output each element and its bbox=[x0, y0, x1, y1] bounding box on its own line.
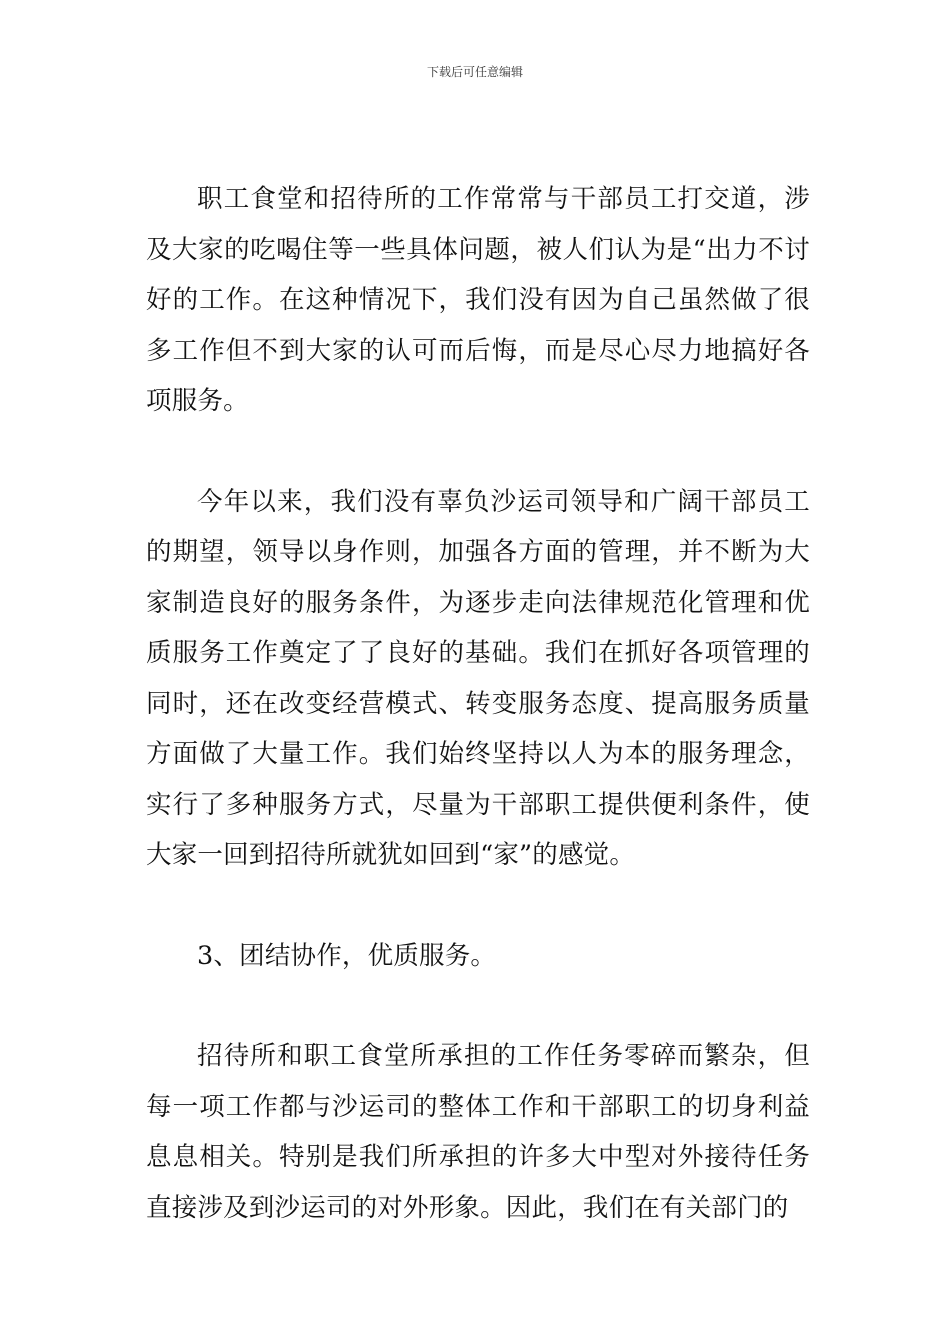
page-header: 下载后可任意编辑 bbox=[426, 65, 523, 79]
paragraph-1: 职工食堂和招待所的工作常常与干部员工打交道，涉及大家的吃喝住等一些具体问题，被人们认为是“出力不讨好的工作。在这种情况下，我们没有因为自己虽然做了很多工作但不到大家的认可而后悔，而是尽心尽力地搞好各项服务。 bbox=[146, 184, 810, 416]
paragraph-2: 今年以来，我们没有辜负沙运司领导和广阔干部员工的期望，领导以身作则，加强各方面的管理，并不断为大家制造良好的服务条件，为逐步走向法律规范化管理和优质服务工作奠定了了良好的基础。我们在抓好各项管理的同时，还在改变经营模式、转变服务态度、提高服务质量方面做了大量工作。我们始终坚持以人为本的服务理念，实行了多种服务方式，尽量为干部职工提供便利条件，使大家一回到招待所就犹如回到“家”的感觉。 bbox=[146, 486, 810, 870]
document-body bbox=[146, 174, 810, 1233]
paragraph-3-section-heading: 3、团结协作，优质服务。 bbox=[197, 940, 497, 971]
paragraph-4: 招待所和职工食堂所承担的工作任务零碎而繁杂，但每一项工作都与沙运司的整体工作和干部职工的切身利益息息相关。特别是我们所承担的许多大中型对外接待任务直接涉及到沙运司的对外形象。因此，我们在有关部门的 bbox=[146, 1041, 810, 1223]
